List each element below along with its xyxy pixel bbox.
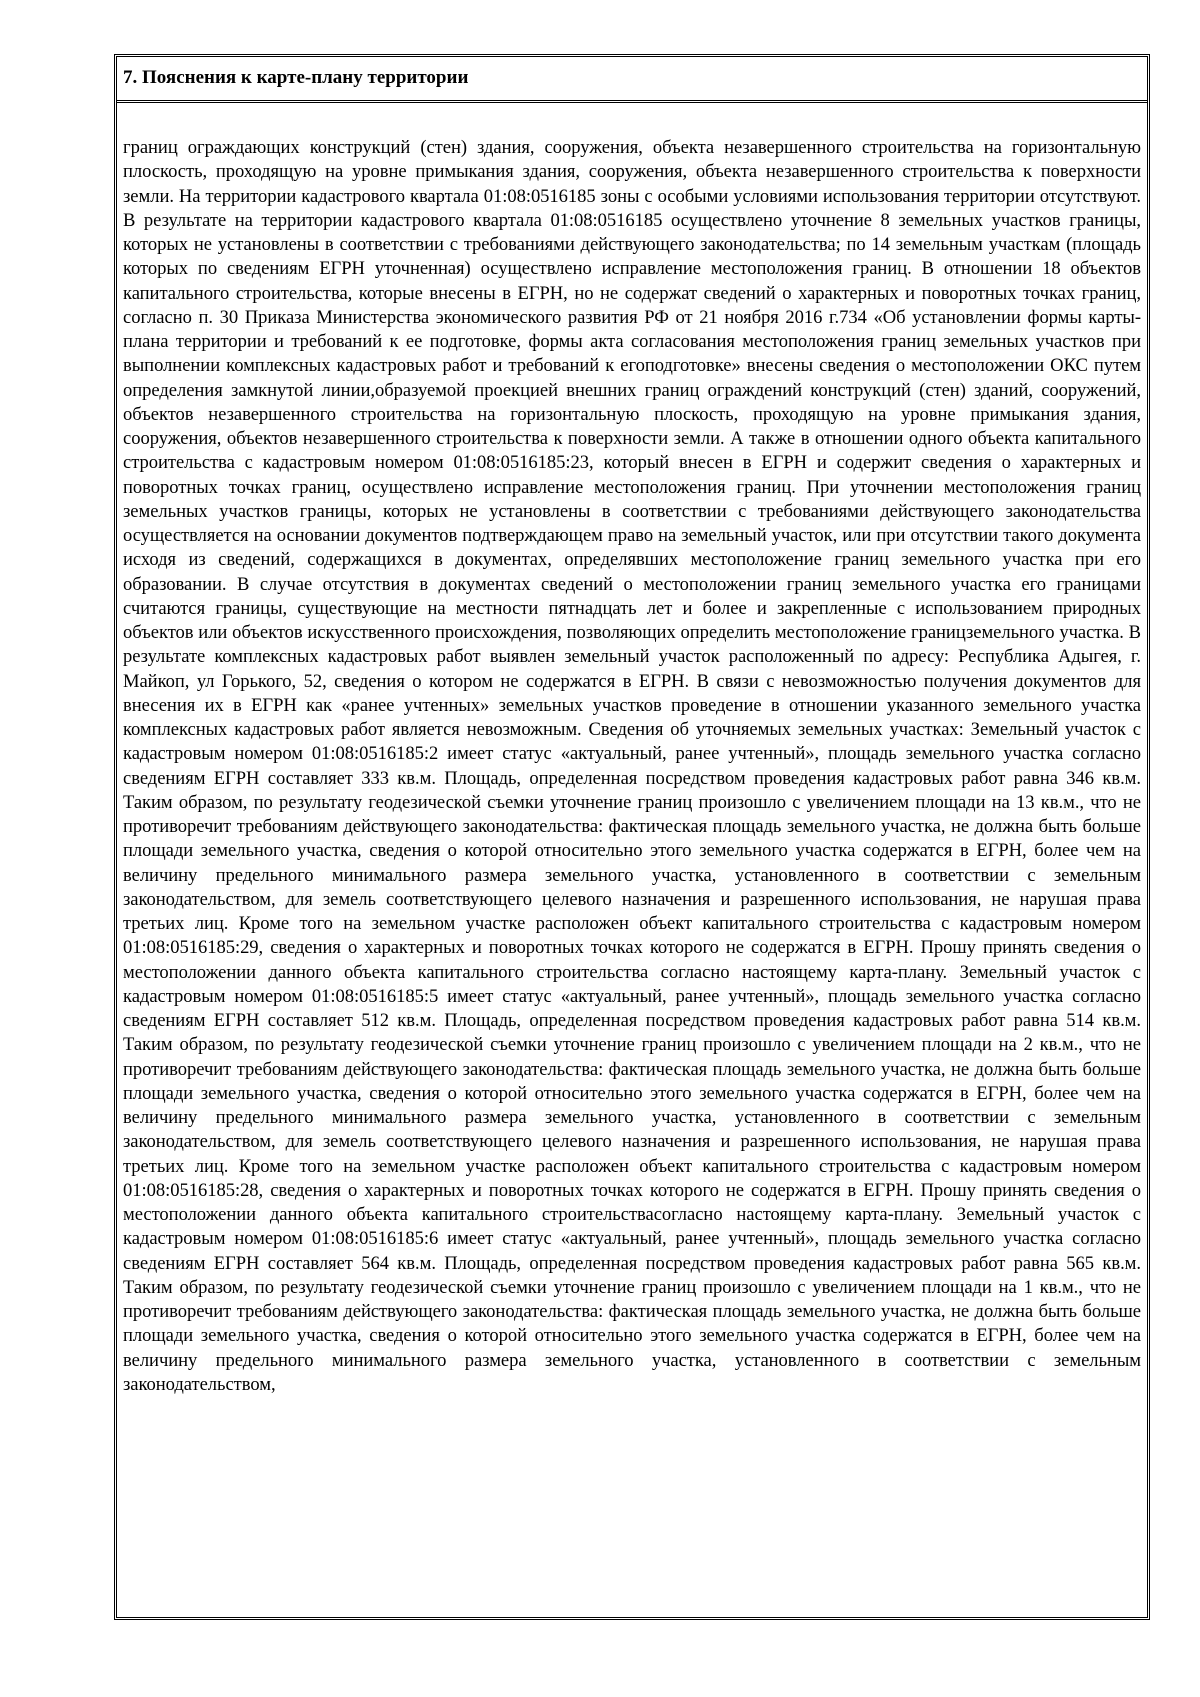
section-header (117, 57, 1147, 103)
section-title: 7. Пояснения к карте-плану территории (123, 67, 469, 88)
document-frame (114, 54, 1150, 1620)
explanation-text: границ ограждающих конструкций (стен) здания, сооружения, объекта незавершенного строительства на горизонтальную плоскость, проходящую на уровне примыкания здания, сооружения, объекта незавершенного строительства к поверхности земли. На территории кадастрового квартала 01:08:0516185 зоны с особыми условиями использования территории отсутствуют. В результате на территории кадастрового квартала 01:08:0516185 осуществлено уточнение 8 земельных участков границы, которых не установлены в соответствии с требованиями действующего законодательства; по 14 земельным участкам (площадь которых по сведениям ЕГРН уточненная) осуществлено исправление местоположения границ. В отношении 18 объектов капитального строительства, которые внесены в ЕГРН, но не содержат сведений о характерных и поворотных точках границ, согласно п. 30 Приказа Министерства экономического развития РФ от 21 ноября 2016 г.734 «Об установлении формы карты-плана территории и требований к ее подготовке, формы акта согласования местоположения границ земельных участков при выполнении комплексных кадастровых работ и требований к егоподготовке» внесены сведения о местоположении ОКС путем определения замкнутой линии,образуемой проекцией внешних границ ограждений конструкций (стен) зданий, сооружений, объектов незавершенного строительства на горизонтальную плоскость, проходящую на уровне примыкания здания, сооружения, объектов незавершенного строительства к поверхности земли. А также в отношении одного объекта капитального строительства с кадастровым номером 01:08:0516185:23, который внесен в ЕГРН и содержит сведения о характерных и поворотных точках границ, осуществлено исправление местоположения границ. При уточнении местоположения границ земельных участков границы, которых не установлены в соответствии с требованиями действующего законодательства осуществляется на основании документов подтверждающем право на земельный участок, или при отсутствии такого документа исходя из сведений, содержащихся в документах, определявших местоположение границ земельного участка при его образовании. В случае отсутствия в документах сведений о местоположении границ земельного участка его границами считаются границы, существующие на местности пятнадцать лет и более и закрепленные с использованием природных объектов или объектов искусственного происхождения, позволяющих определить местоположение границземельного участка. В результате комплексных кадастровых работ выявлен земельный участок расположенный по адресу: Республика Адыгея, г. Майкоп, ул Горького, 52, сведения о котором не содержатся в ЕГРН. В связи с невозможностью получения документов для внесения их в ЕГРН как «ранее учтенных» земельных участков проведение в отношении указанного земельного участка комплексных кадастровых работ является невозможным. Сведения об уточняемых земельных участках: Земельный участок с кадастровым номером 01:08:0516185:2 имеет статус «актуальный, ранее учтенный», площадь земельного участка согласно сведениям ЕГРН составляет 333 кв.м. Площадь, определенная посредством проведения кадастровых работ равна 346 кв.м. Таким образом, по результату геодезической съемки уточнение границ произошло с увеличением площади на 13 кв.м., что не противоречит требованиям действующего законодательства: фактическая площадь земельного участка, не должна быть больше площади земельного участка, сведения о которой относительно этого земельного участка содержатся в ЕГРН, более чем на величину предельного минимального размера земельного участка, установленного в соответствии с земельным законодательством, для земель соответствующего целевого назначения и разрешенного использования, не нарушая права третьих лиц. Кроме того на земельном участке расположен объект капитального строительства с кадастровым номером 01:08:0516185:29, сведения о характерных и поворотных точках которого не содержатся в ЕГРН. Прошу принять сведения о местоположении данного объекта капитального строительства согласно настоящему карта-плану. Земельный участок с кадастровым номером 01:08:0516185:5 имеет статус «актуальный, ранее учтенный», площадь земельного участка согласно сведениям ЕГРН составляет 512 кв.м. Площадь, определенная посредством проведения кадастровых работ равна 514 кв.м. Таким образом, по результату геодезической съемки уточнение границ произошло с увеличением площади на 2 кв.м., что не противоречит требованиям действующего законодательства: фактическая площадь земельного участка, не должна быть больше площади земельного участка, сведения о которой относительно этого земельного участка содержатся в ЕГРН, более чем на величину предельного минимального размера земельного участка, установленного в соответствии с земельным законодательством, для земель соответствующего целевого назначения и разрешенного использования, не нарушая права третьих лиц. Кроме того на земельном участке расположен объект капитального строительства с кадастровым номером 01:08:0516185:28, сведения о характерных и поворотных точках которого не содержатся в ЕГРН. Прошу принять сведения о местоположении данного объекта капитального строительствасогласно настоящему карта-плану. Земельный участок с кадастровым номером 01:08:0516185:6 имеет статус «актуальный, ранее учтенный», площадь земельного участка согласно сведениям ЕГРН составляет 564 кв.м. Площадь, определенная посредством проведения кадастровых работ равна 565 кв.м. Таким образом, по результату геодезической съемки уточнение границ произошло с увеличением площади на 1 кв.м., что не противоречит требованиям действующего законодательства: фактическая площадь земельного участка, не должна быть больше площади земельного участка, сведения о которой относительно этого земельного участка содержатся в ЕГРН, более чем на величину предельного минимального размера земельного участка, установленного в соответствии с земельным законодательством, (123, 137, 1141, 1395)
